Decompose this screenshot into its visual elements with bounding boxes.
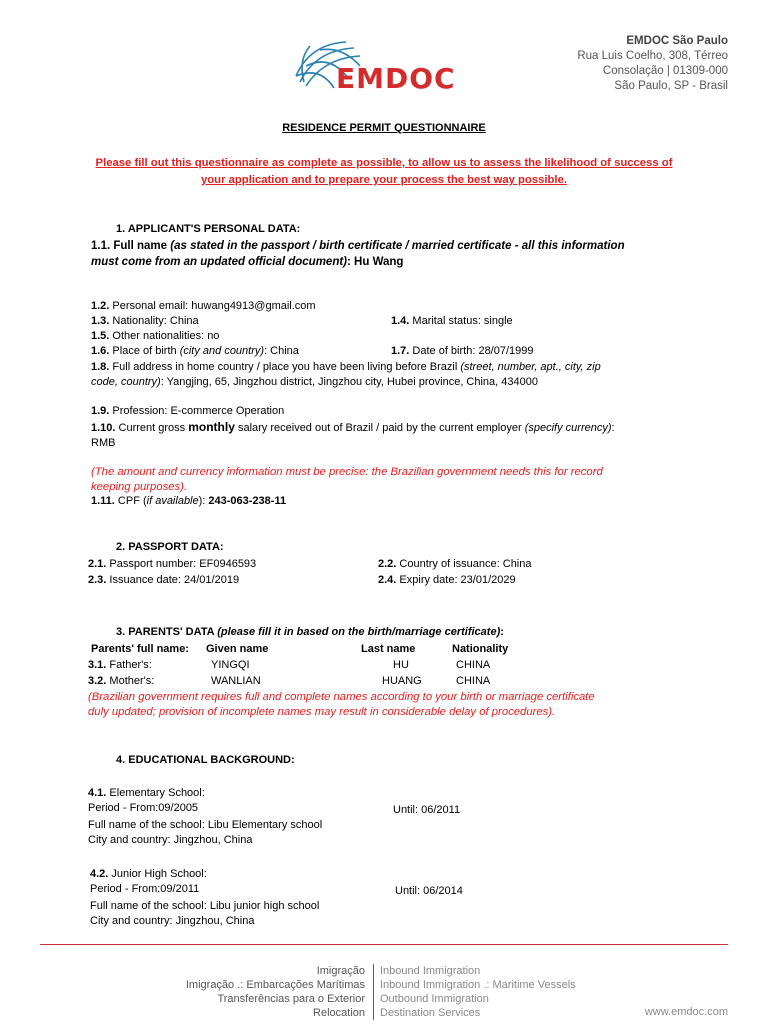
junior-high-row: 4.2. Junior High School: [90,868,207,880]
full-name-note: (as stated in the passport / birth certificate / married certificate - all this information [170,240,625,252]
cpf-value: 243-063-238-11 [208,495,287,507]
father-label: 3.1. Father's: [88,659,152,671]
brand-name: EMDOC [336,62,456,95]
full-name-value: : Hu Wang [347,256,404,268]
mother-given-name: WANLIAN [211,675,261,687]
elementary-city: City and country: Jingzhou, China [88,834,253,846]
expiry-date-row: 2.4. Expiry date: 23/01/2029 [378,574,516,586]
date-of-birth-row: 1.7. Date of birth: 28/07/1999 [391,345,534,357]
place-of-birth-row: 1.6. Place of birth (city and country): China [91,345,299,357]
footer-services-en: Inbound Immigration Inbound Immigration .: Maritime Vessels Outbound Immigration Destination Services [380,965,576,1019]
given-name-col-header: Given name [206,643,269,655]
cpf-row: 1.11. CPF (if available): 243-063-238-11 [91,495,287,507]
junior-period: Period - From:09/2011 [90,883,200,895]
profession-row: 1.9. Profession: E-commerce Operation [91,405,285,417]
last-name-col-header: Last name [361,643,416,655]
mother-nationality: CHINA [456,675,491,687]
salary-note: (The amount and currency information must be precise: the Brazilian government needs this for record keeping purposes). [91,466,603,493]
address-line: São Paulo, SP - Brasil [614,80,728,92]
country-of-issuance-row: 2.2. Country of issuance: China [378,558,532,570]
father-given-name: YINGQI [211,659,250,671]
footer-separator [373,964,374,1020]
address-line: Consolação | 01309-000 [602,65,728,77]
parents-col-header: Parents' full name: [91,643,189,655]
elementary-period: Period - From:09/2005 [88,802,199,814]
father-last-name: HU [393,659,409,671]
office-address [577,34,728,94]
section-2-heading: 2. PASSPORT DATA: [116,541,224,553]
section-1-heading: 1. APPLICANT'S PERSONAL DATA: [116,223,301,235]
footer-divider [40,944,728,945]
website-link[interactable]: www.emdoc.com [644,1006,728,1018]
section-4-heading: 4. EDUCATIONAL BACKGROUND: [116,754,295,766]
salary-value: RMB [91,437,116,449]
nationality-row: 1.3. Nationality: China [91,315,199,327]
issuance-date-row: 2.3. Issuance date: 24/01/2019 [88,574,240,586]
document-title: RESIDENCE PERMIT QUESTIONNAIRE [282,122,486,134]
footer-services-pt: Imigração Imigração .: Embarcações Marítimas Transferências para o Exterior Relocation [185,965,365,1019]
section-3-heading: 3. PARENTS' DATA (please fill it in based on the birth/marriage certificate): [116,626,504,638]
nationality-col-header: Nationality [452,643,509,655]
home-address-row: 1.8. Full address in home country / place you have been living before Brazil (street, number, apt., city, zip code, country): Yangjing, 65, Jingzhou district, Jingzhou city, Hubei province, China, 434000 [91,361,601,388]
elementary-until: Until: 06/2011 [393,804,461,816]
elementary-school-row: 4.1. Elementary School: [88,787,205,799]
father-nationality: CHINA [456,659,491,671]
mother-last-name: HUANG [382,675,422,687]
parents-note: (Brazilian government requires full and complete names according to your birth or marriage certificate duly updated; provision of incomplete names may result in considerable delay of procedures). [88,691,595,718]
junior-until: Until: 06/2014 [395,885,463,897]
salary-row: 1.10. Current gross monthly salary received out of Brazil / paid by the current employer (specify currency): RMB [91,420,615,449]
other-nationalities-row: 1.5. Other nationalities: no [91,330,220,342]
marital-status-row: 1.4. Marital status: single [391,315,513,327]
office-name: EMDOC São Paulo [626,35,728,47]
full-name-label: 1.1. Full name [91,240,171,252]
full-name-note: must come from an updated official document) [91,256,348,268]
junior-school-name: Full name of the school: Libu junior high school [90,900,320,912]
intro-line: Please fill out this questionnaire as complete as possible, to allow us to assess the likelihood of success of [95,157,673,169]
intro-text [0,155,768,189]
passport-number-row: 2.1. Passport number: EF0946593 [88,558,257,570]
email-row: 1.2. Personal email: huwang4913@gmail.com [91,300,316,312]
address-line: Rua Luis Coelho, 308, Térreo [577,50,728,62]
junior-city: City and country: Jingzhou, China [90,915,255,927]
elementary-school-name: Full name of the school: Libu Elementary school [88,819,323,831]
full-name-row [91,238,625,270]
intro-line: your application and to prepare your process the best way possible. [201,174,567,186]
emdoc-logo [288,36,488,98]
mother-label: 3.2. Mother's: [88,675,155,687]
